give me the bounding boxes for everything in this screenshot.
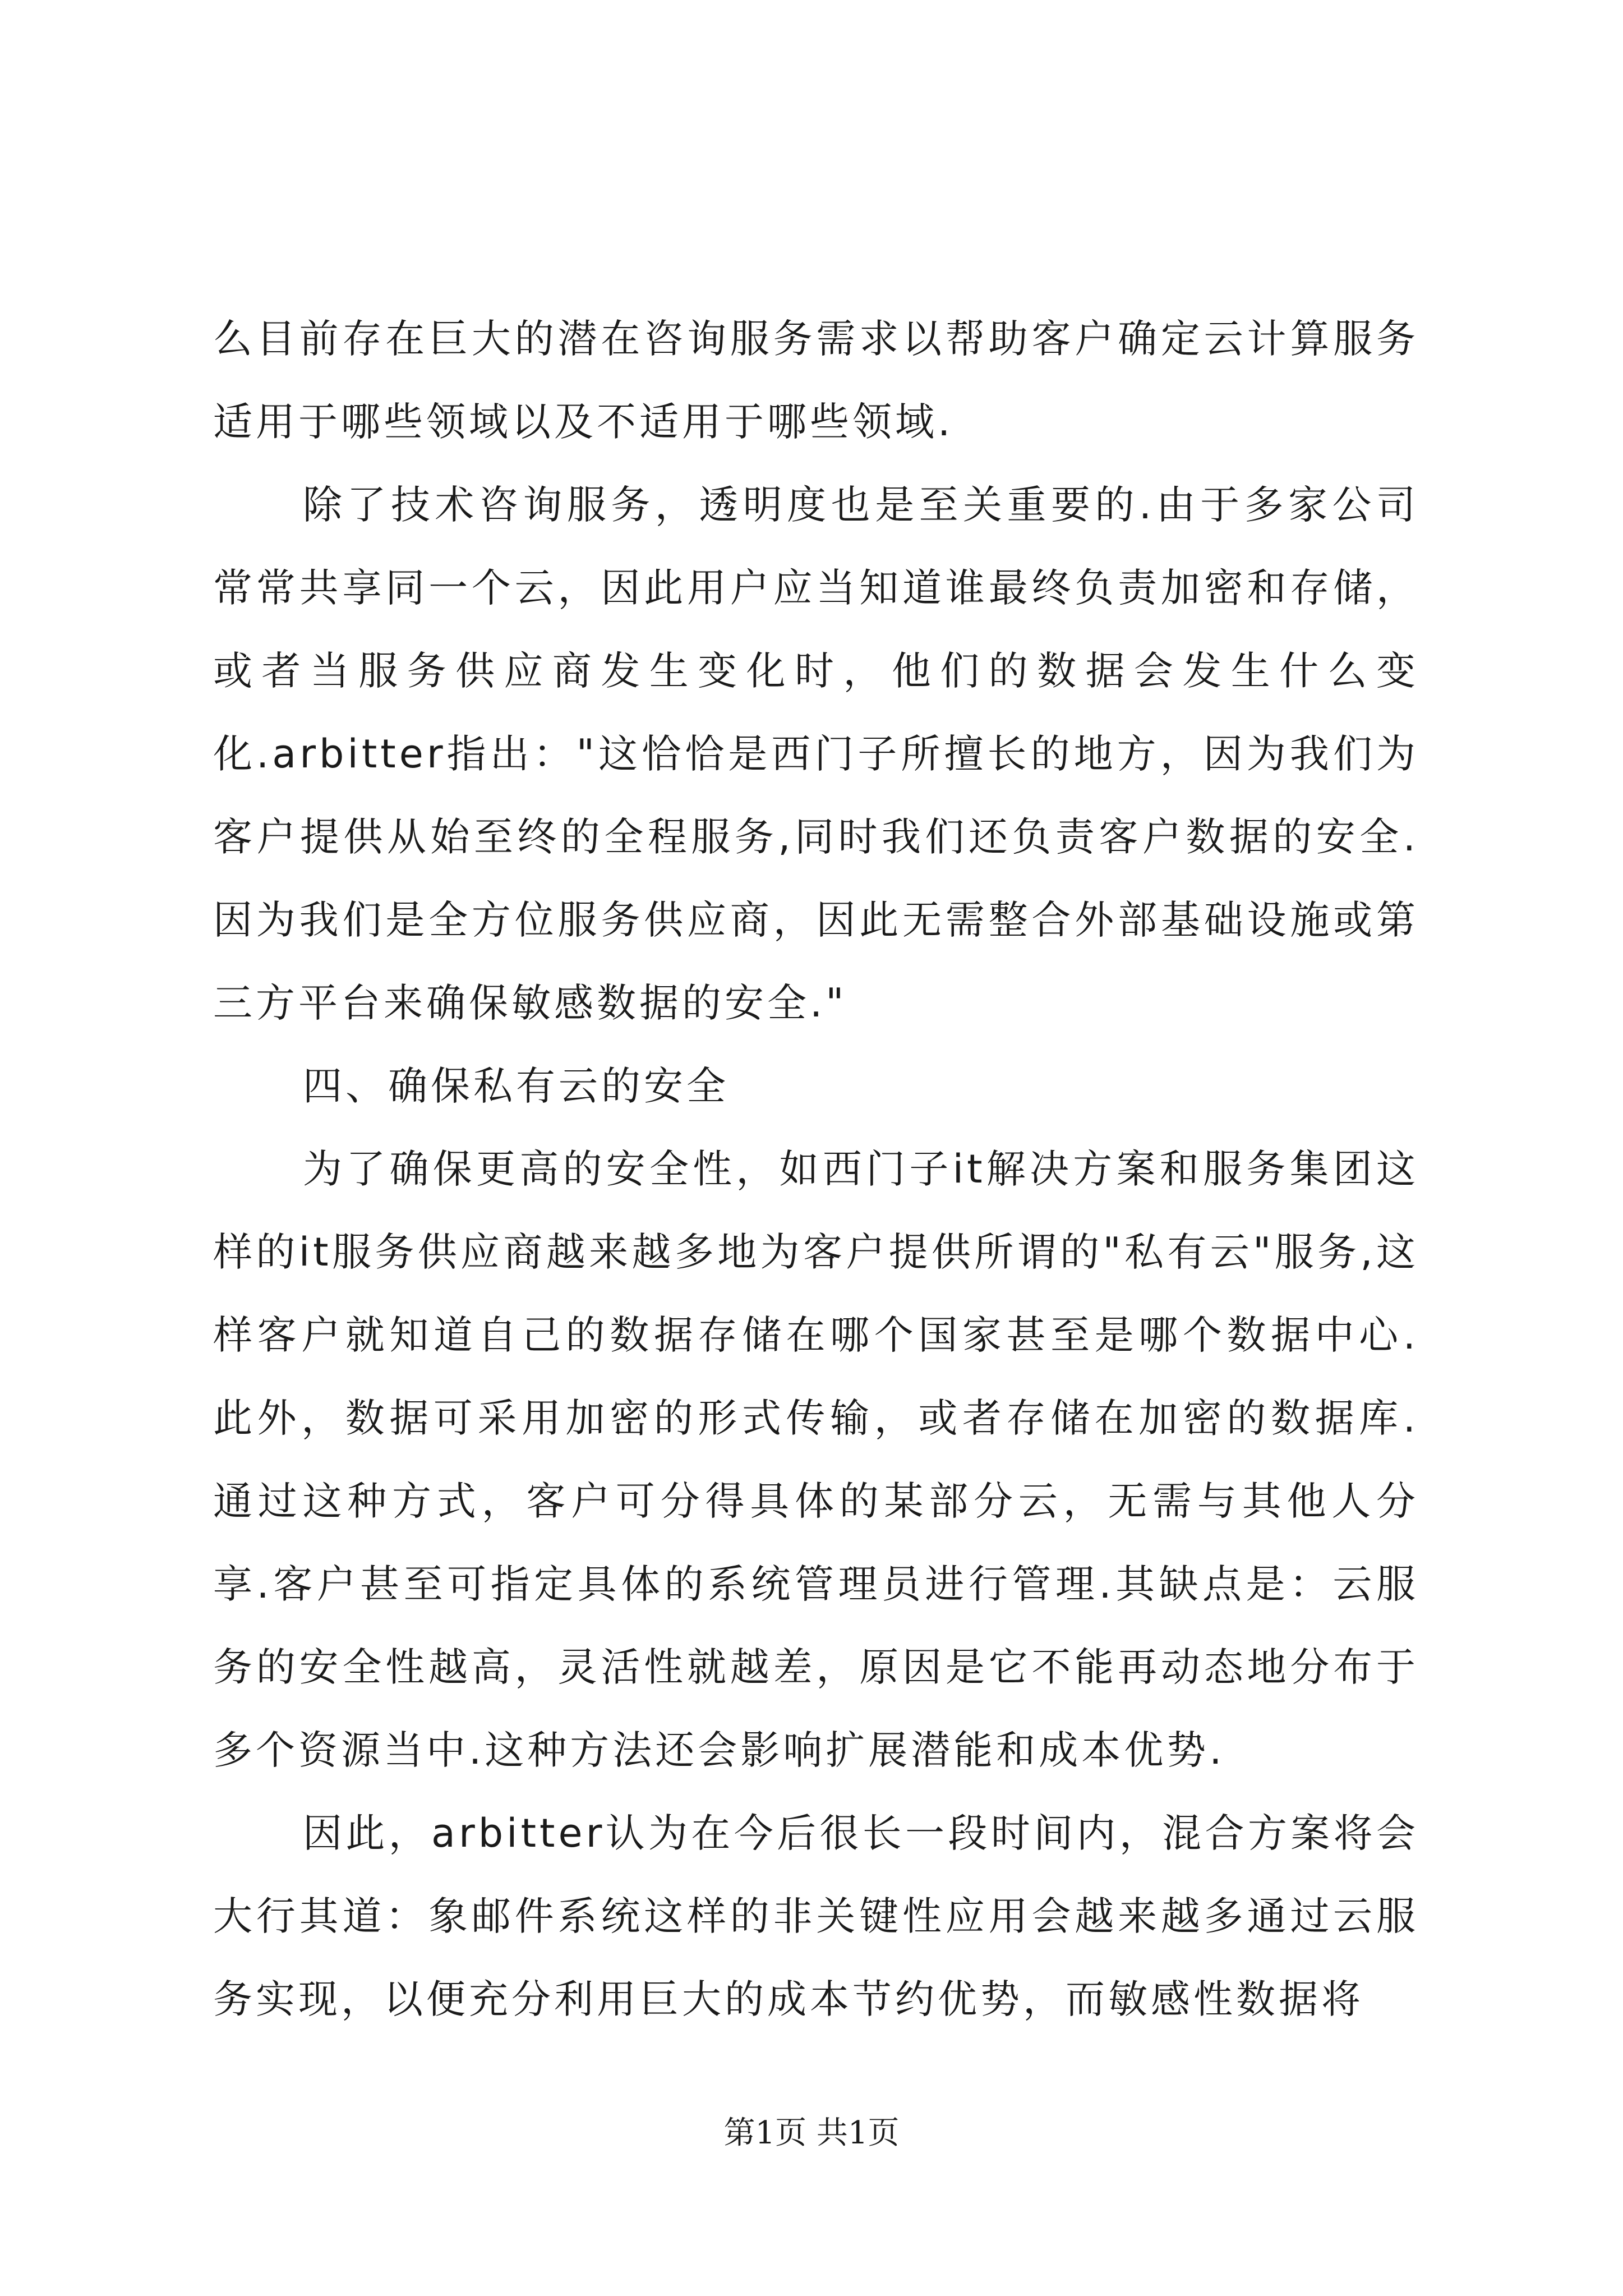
document-body: [213, 297, 1419, 2041]
paragraph-hybrid: 因此，arbitter认为在今后很长一段时间内，混合方案将会大行其道：象邮件系统这样的非关键性应用会越来越多通过云服务实现，以便充分利用巨大的成本节约优势，而敏感性数据将: [213, 1810, 1419, 2022]
paragraph-transparency: 除了技术咨询服务，透明度也是至关重要的.由于多家公司常常共享同一个云，因此用户应当知道谁最终负责加密和存储，或者当服务供应商发生变化时，他们的数据会发生什么变化.arbitter指出："这恰恰是西门子所擅长的地方，因为我们为客户提供从始至终的全程服务,同时我们还负责客户数据的安全.因为我们是全方位服务供应商，因此无需整合外部基础设施或第三方平台来确保敏感数据的安全.": [213, 482, 1419, 1026]
page-footer: 第1页 共1页: [723, 2115, 900, 2151]
paragraph-private-cloud: 为了确保更高的安全性，如西门子it解决方案和服务集团这样的it服务供应商越来越多地为客户提供所谓的"私有云"服务,这样客户就知道自己的数据存储在哪个国家甚至是哪个数据中心.此外，数据可采用加密的形式传输，或者存储在加密的数据库.通过这种方式，客户可分得具体的某部分云，无需与其他人分享.客户甚至可指定具体的系统管理员进行管理.其缺点是：云服务的安全性越高，灵活性就越差，原因是它不能再动态地分布于多个资源当中.这种方法还会影响扩展潜能和成本优势.: [213, 1146, 1419, 1773]
section-heading-private-cloud: 四、确保私有云的安全: [303, 1063, 729, 1109]
paragraph-continuation: 么目前存在巨大的潜在咨询服务需求以帮助客户确定云计算服务适用于哪些领域以及不适用于哪些领域.: [213, 316, 1419, 445]
